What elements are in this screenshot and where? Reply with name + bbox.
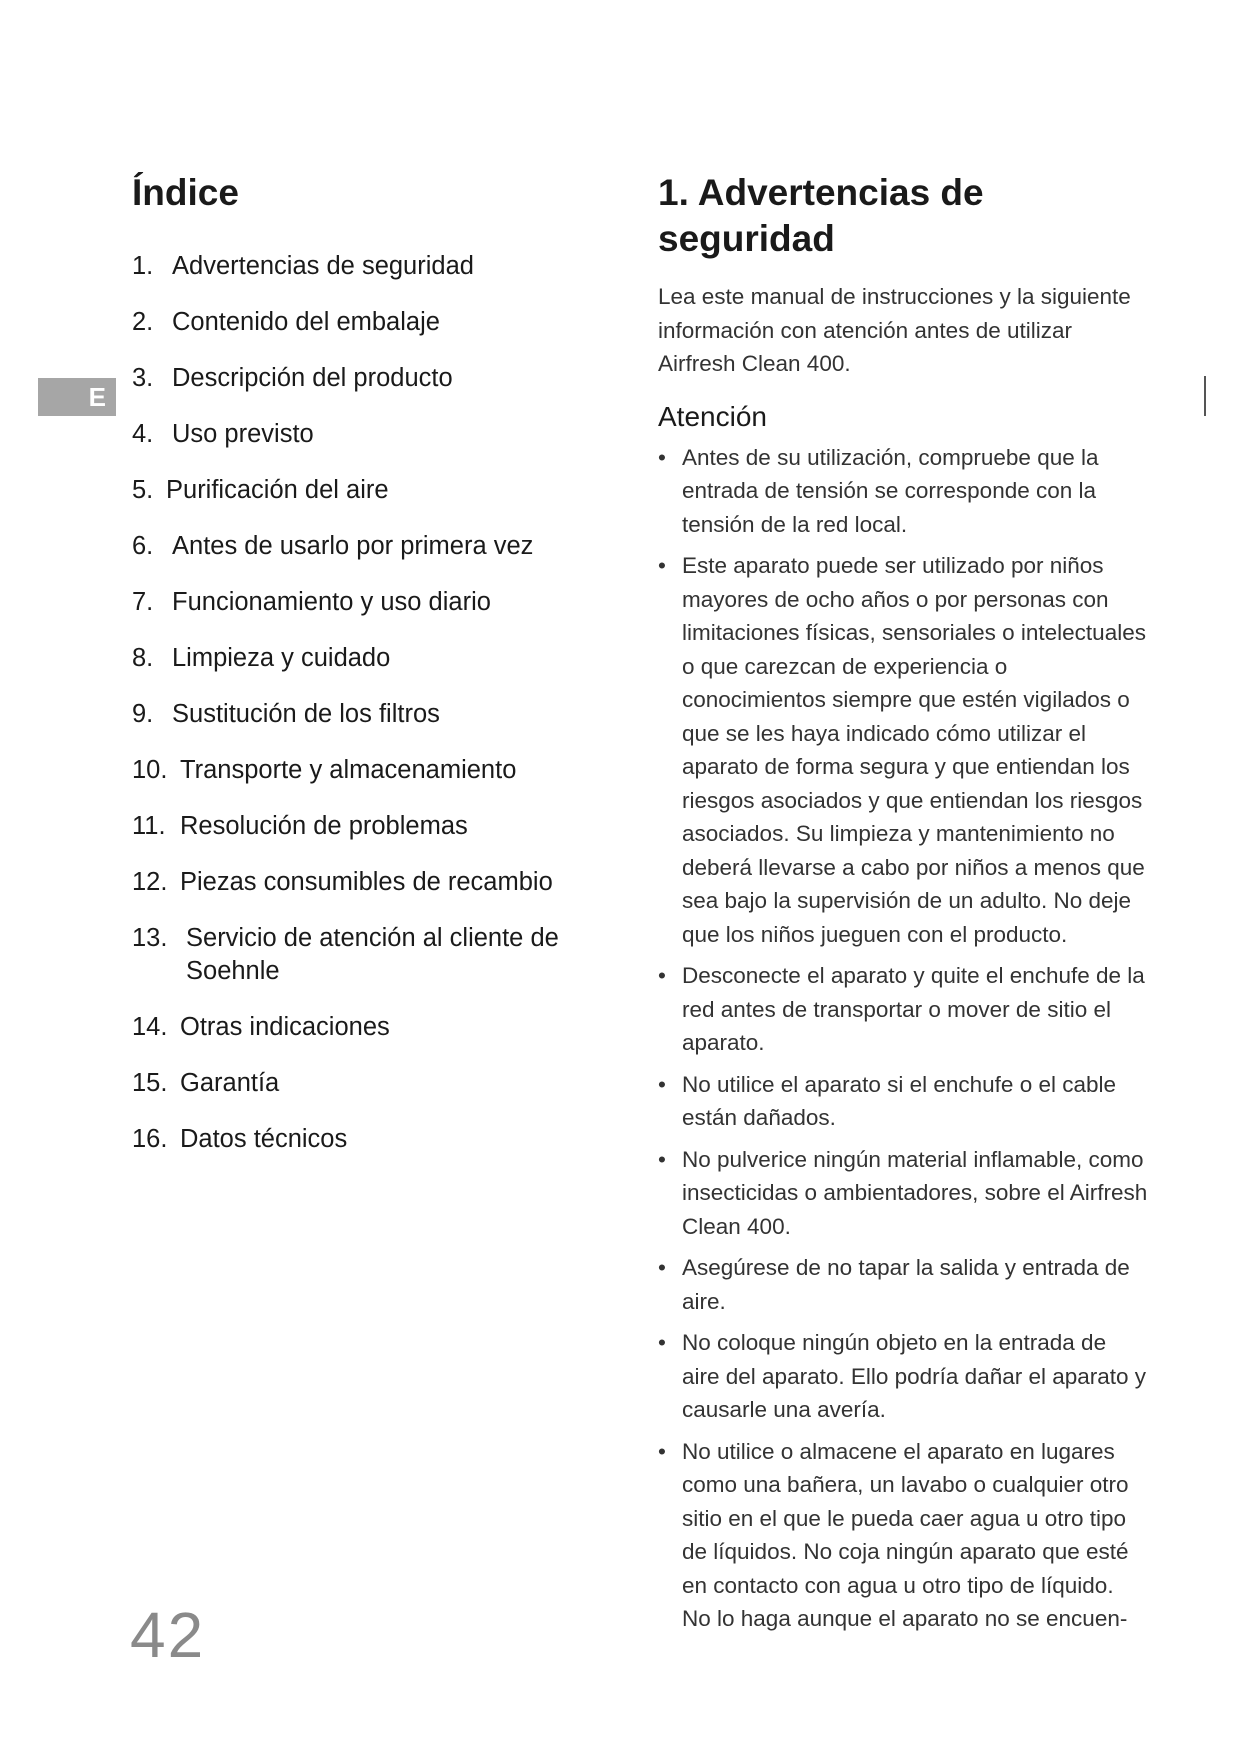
toc-item-text: Otras indicaciones	[180, 1013, 390, 1041]
index-section	[132, 170, 602, 1179]
warning-item	[658, 1251, 1148, 1318]
bullet-icon: •	[658, 1330, 666, 1355]
bullet-icon: •	[658, 553, 666, 578]
toc-item-text: Purificación del aire	[166, 476, 389, 504]
toc-item-number: 7.	[132, 588, 154, 616]
toc-item-number: 11.	[132, 812, 166, 840]
warning-text: No utilice o almacene el aparato en lugares como una bañera, un lavabo o cualquier otro sitio en el que le pueda caer agua u otro tipo de líquidos. No coja ningún aparato que esté en contacto con agua u otro tipo de líquido. No lo haga aunque el aparato no se encuen-	[682, 1438, 1129, 1631]
toc-item-text: Sustitución de los filtros	[172, 700, 440, 728]
toc-item	[132, 362, 602, 395]
toc-item	[132, 250, 602, 283]
bullet-icon: •	[658, 1071, 666, 1097]
toc-item	[132, 474, 602, 507]
warning-text: Asegúrese de no tapar la salida y entrada de aire.	[682, 1255, 1130, 1314]
warning-item	[658, 1068, 1148, 1135]
toc-item	[132, 754, 602, 787]
toc-item-number: 14.	[132, 1013, 168, 1041]
toc-item-text: Datos técnicos	[180, 1125, 348, 1153]
warning-item	[658, 549, 1148, 951]
toc-item-number: 2.	[132, 308, 154, 336]
toc-item-text: Descripción del producto	[172, 364, 453, 392]
bullet-icon: •	[658, 963, 666, 988]
toc-item	[132, 586, 602, 619]
warning-item	[658, 1435, 1148, 1636]
safety-section	[658, 170, 1148, 1644]
toc-item-text: Servicio de atención al cliente de Soehnle	[186, 924, 559, 985]
toc-item	[132, 866, 602, 899]
warning-text: Este aparato puede ser utilizado por niños mayores de ocho años o por personas con limitaciones físicas, sensoriales o intelectuales o que carezcan de experiencia o conocimientos siempre que estén vigilados o que se les haya indicado cómo utilizar el aparato de forma segura y que entiendan los riesgos asociados y que entiendan los riesgos asociados. Su limpieza y mantenimiento no deberá llevarse a cabo por niños a menos que sea bajo la supervisión de un adulto. No deje que los niños jueguen con el producto.	[682, 553, 1146, 947]
toc-item-text: Antes de usarlo por primera vez	[172, 532, 534, 560]
toc-item-text: Uso previsto	[172, 420, 314, 448]
toc-item-text: Advertencias de seguridad	[172, 252, 474, 280]
toc-item-number: 15.	[132, 1069, 168, 1097]
toc-item-number: 16.	[132, 1125, 168, 1153]
toc-item-number: 3.	[132, 364, 154, 392]
safety-title: 1. Advertencias de seguridad	[658, 172, 984, 259]
toc-item	[132, 530, 602, 563]
toc-item-number: 6.	[132, 532, 154, 560]
index-title: Índice	[132, 172, 239, 213]
toc-item-text: Piezas consumibles de recambio	[180, 868, 553, 896]
bullet-icon: •	[658, 1438, 666, 1464]
warning-item	[658, 1143, 1148, 1244]
toc-item-text: Transporte y almacenamiento	[180, 756, 517, 784]
language-tab: E	[38, 378, 116, 416]
toc-item-number: 4.	[132, 420, 154, 448]
toc-item-number: 12.	[132, 868, 168, 896]
bullet-icon: •	[658, 1255, 666, 1280]
toc-item	[132, 1011, 602, 1044]
margin-change-bar	[1204, 376, 1206, 416]
toc-item-number: 9.	[132, 700, 154, 728]
warning-list	[658, 441, 1148, 1636]
page-number: 42	[130, 1599, 206, 1671]
safety-intro: Lea este manual de instrucciones y la siguiente información con atención antes de utilizar Airfresh Clean 400.	[658, 284, 1131, 376]
toc-item-text: Contenido del embalaje	[172, 308, 440, 336]
toc-item-number: 10.	[132, 756, 168, 784]
bullet-icon: •	[658, 1146, 666, 1172]
bullet-icon: •	[658, 444, 666, 470]
warning-item	[658, 959, 1148, 1060]
toc-item-number: 13.	[132, 924, 168, 952]
table-of-contents	[132, 250, 602, 1156]
warning-text: No coloque ningún objeto en la entrada de aire del aparato. Ello podría dañar el aparato y causarle una avería.	[682, 1330, 1147, 1422]
warning-text: No pulverice ningún material inflamable, como insecticidas o ambientadores, sobre el Airfresh Clean 400.	[682, 1146, 1148, 1239]
toc-item-text: Garantía	[180, 1069, 280, 1097]
warning-text: Desconecte el aparato y quite el enchufe de la red antes de transportar o mover de sitio el aparato.	[682, 963, 1145, 1055]
toc-item-number: 8.	[132, 644, 154, 672]
warning-item	[658, 441, 1148, 542]
warning-text: No utilice el aparato si el enchufe o el cable están dañados.	[682, 1071, 1117, 1130]
toc-item-text: Limpieza y cuidado	[172, 644, 391, 672]
toc-item	[132, 1123, 602, 1156]
warning-item	[658, 1326, 1148, 1427]
toc-item-text: Funcionamiento y uso diario	[172, 588, 491, 616]
toc-item	[132, 1067, 602, 1100]
toc-item	[132, 306, 602, 339]
attention-heading: Atención	[658, 400, 767, 432]
toc-item	[132, 698, 602, 731]
toc-item-number: 1.	[132, 252, 154, 280]
toc-item	[132, 922, 602, 988]
toc-item-number: 5.	[132, 476, 154, 504]
warning-text: Antes de su utilización, compruebe que la entrada de tensión se corresponde con la tensión de la red local.	[682, 444, 1099, 537]
toc-item	[132, 418, 602, 451]
toc-item	[132, 642, 602, 675]
toc-item-text: Resolución de problemas	[180, 812, 468, 840]
toc-item	[132, 810, 602, 843]
